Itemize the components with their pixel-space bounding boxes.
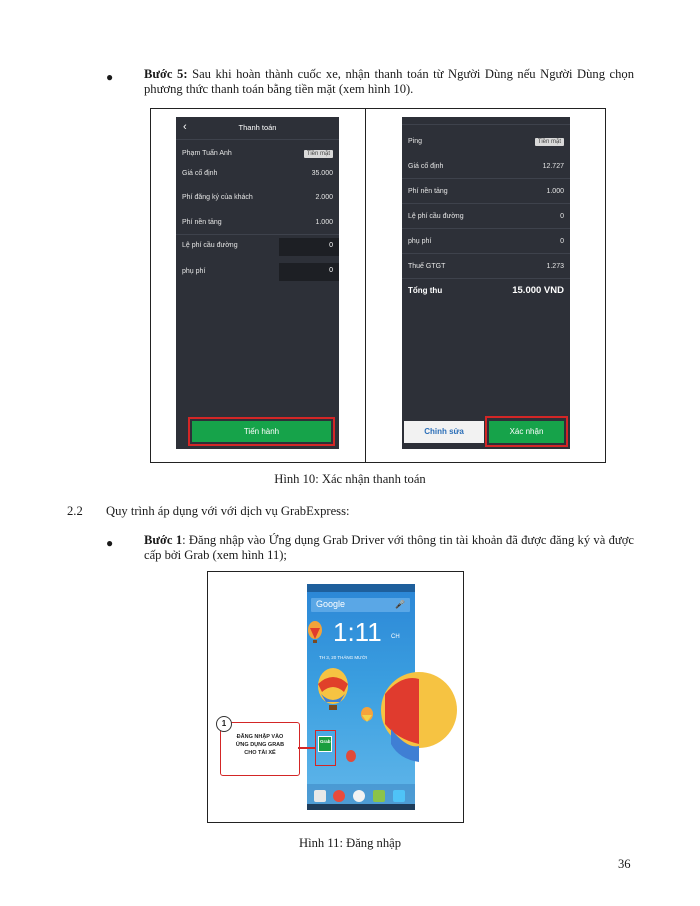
balloon-large (318, 668, 348, 710)
toll-label: Lệ phí cầu đường (182, 242, 238, 249)
callout-connector (298, 747, 315, 749)
toll-input-value: 0 (329, 242, 333, 249)
callout-box (220, 722, 300, 776)
surcharge-input-value: 0 (329, 267, 333, 274)
separator (402, 278, 570, 279)
google-label: Google (316, 599, 346, 609)
messages-icon[interactable] (373, 790, 385, 802)
separator (402, 203, 570, 204)
figure-10 (150, 108, 606, 463)
separator (176, 234, 339, 235)
fare-value: 12.727 (542, 163, 564, 170)
screen-title: Thanh toán (238, 123, 277, 132)
total-value: 15.000 VND (512, 285, 564, 296)
ping-row (402, 135, 570, 151)
platform-fee-row (176, 216, 339, 232)
platform-fee-row (402, 185, 570, 201)
separator (402, 253, 570, 254)
figure-10-caption: Hình 10: Xác nhận thanh toán (274, 472, 426, 486)
step1-paragraph (144, 533, 634, 563)
fare-row (176, 167, 339, 183)
phone-home-screen (307, 584, 415, 810)
cash-tag: Tiền mặt (535, 138, 564, 146)
page-number: 36 (618, 857, 631, 871)
balloon-bottom (346, 750, 356, 762)
surcharge-label: phụ phí (408, 238, 432, 245)
step5-line1: Sau khi hoàn thành cuốc xe, nhận thanh toán từ Người Dùng nếu Người Dùng chọn (192, 67, 634, 81)
passenger-name: Phạm Tuấn Anh (182, 150, 232, 157)
clock-ampm: CH (391, 634, 400, 640)
camera-icon[interactable] (393, 790, 405, 802)
proceed-button[interactable]: Tiến hành (192, 421, 331, 442)
separator (402, 228, 570, 229)
chrome-icon[interactable] (333, 790, 345, 802)
balloon-small-left (308, 621, 322, 643)
toll-value: 0 (560, 213, 564, 220)
section-title: Quy trình áp dụng với với dịch vụ GrabExpress: (106, 504, 350, 518)
app-header-cropped (402, 110, 570, 125)
step5-label: Bước 5: (144, 67, 188, 81)
platform-fee-label: Phí nền tảng (408, 188, 448, 195)
platform-fee-label: Phí nền tảng (182, 219, 222, 226)
payment-screen-right (402, 110, 570, 449)
fare-label: Giá cố định (408, 163, 444, 170)
figure-divider (365, 109, 366, 462)
microphone-icon[interactable]: 🎤 (395, 600, 405, 609)
figure-11 (207, 571, 464, 823)
grab-app-label: Grab (320, 739, 331, 744)
surcharge-input[interactable] (279, 263, 339, 281)
surcharge-label: phụ phí (182, 268, 206, 275)
grab-highlight-frame (315, 730, 336, 766)
booking-fee-value: 2.000 (315, 194, 333, 201)
total-label: Tổng thu (408, 286, 443, 295)
cash-tag: Tiền mặt (304, 150, 333, 158)
home-date: TH 3, 20 THÁNG MƯỜI (319, 655, 368, 660)
balloon-tiny (361, 707, 373, 722)
booking-fee-row (176, 191, 339, 207)
edit-button[interactable]: Chỉnh sửa (404, 421, 484, 443)
vat-value: 1.273 (546, 263, 564, 270)
phone-app-icon[interactable] (314, 790, 326, 802)
home-clock: 1:11 (333, 617, 382, 647)
step1-line2: cấp bởi Grab (xem hình 11); (144, 548, 287, 562)
step1-label: Bước 1 (144, 533, 183, 547)
callout-line-2: ỨNG DỤNG GRAB (235, 742, 285, 748)
vat-row (402, 260, 570, 276)
step5-paragraph (144, 67, 634, 97)
vat-label: Thuế GTGT (408, 263, 446, 270)
surcharge-value: 0 (560, 238, 564, 245)
balloon-right (381, 672, 457, 762)
toll-label: Lệ phí cầu đường (408, 213, 464, 220)
callout-line-3: CHO TÀI XẾ (244, 750, 276, 756)
fare-row (402, 160, 570, 176)
callout-text (221, 733, 299, 757)
bullet-dot: ● (106, 70, 114, 84)
toll-row (402, 210, 570, 226)
callout-line-1: ĐĂNG NHẬP VÀO (236, 734, 284, 740)
step1-line1: : Đăng nhập vào Ứng dụng Grab Driver với thông tin tài khoản đã được đăng ký và được (182, 533, 634, 547)
payment-screen-left (176, 117, 339, 449)
platform-fee-value: 1.000 (315, 219, 333, 226)
screen-title: Thanh toán (468, 110, 504, 117)
separator (402, 178, 570, 179)
app-drawer-icon[interactable] (353, 790, 365, 802)
fare-value: 35.000 (311, 170, 333, 177)
figure-11-caption: Hình 11: Đăng nhập (298, 836, 402, 850)
chevron-left-icon[interactable]: ‹ (183, 121, 187, 133)
passenger-row (176, 147, 339, 163)
fare-label: Giá cố định (182, 170, 218, 177)
toll-input[interactable] (279, 238, 339, 256)
confirm-button[interactable]: Xác nhận (489, 421, 564, 443)
balloon-wallpaper (307, 584, 415, 810)
platform-fee-value: 1.000 (546, 188, 564, 195)
ping-label: Ping (408, 138, 423, 145)
section-number: 2.2 (67, 504, 83, 518)
bullet-dot: ● (106, 536, 114, 550)
step5-line2: phương thức thanh toán bằng tiền mặt (xem hình 10). (144, 82, 414, 96)
surcharge-row (402, 235, 570, 251)
app-header (176, 117, 339, 140)
callout-number-badge: 1 (216, 716, 232, 732)
booking-fee-label: Phí đăng ký của khách (182, 194, 253, 201)
nav-bar (307, 804, 415, 810)
